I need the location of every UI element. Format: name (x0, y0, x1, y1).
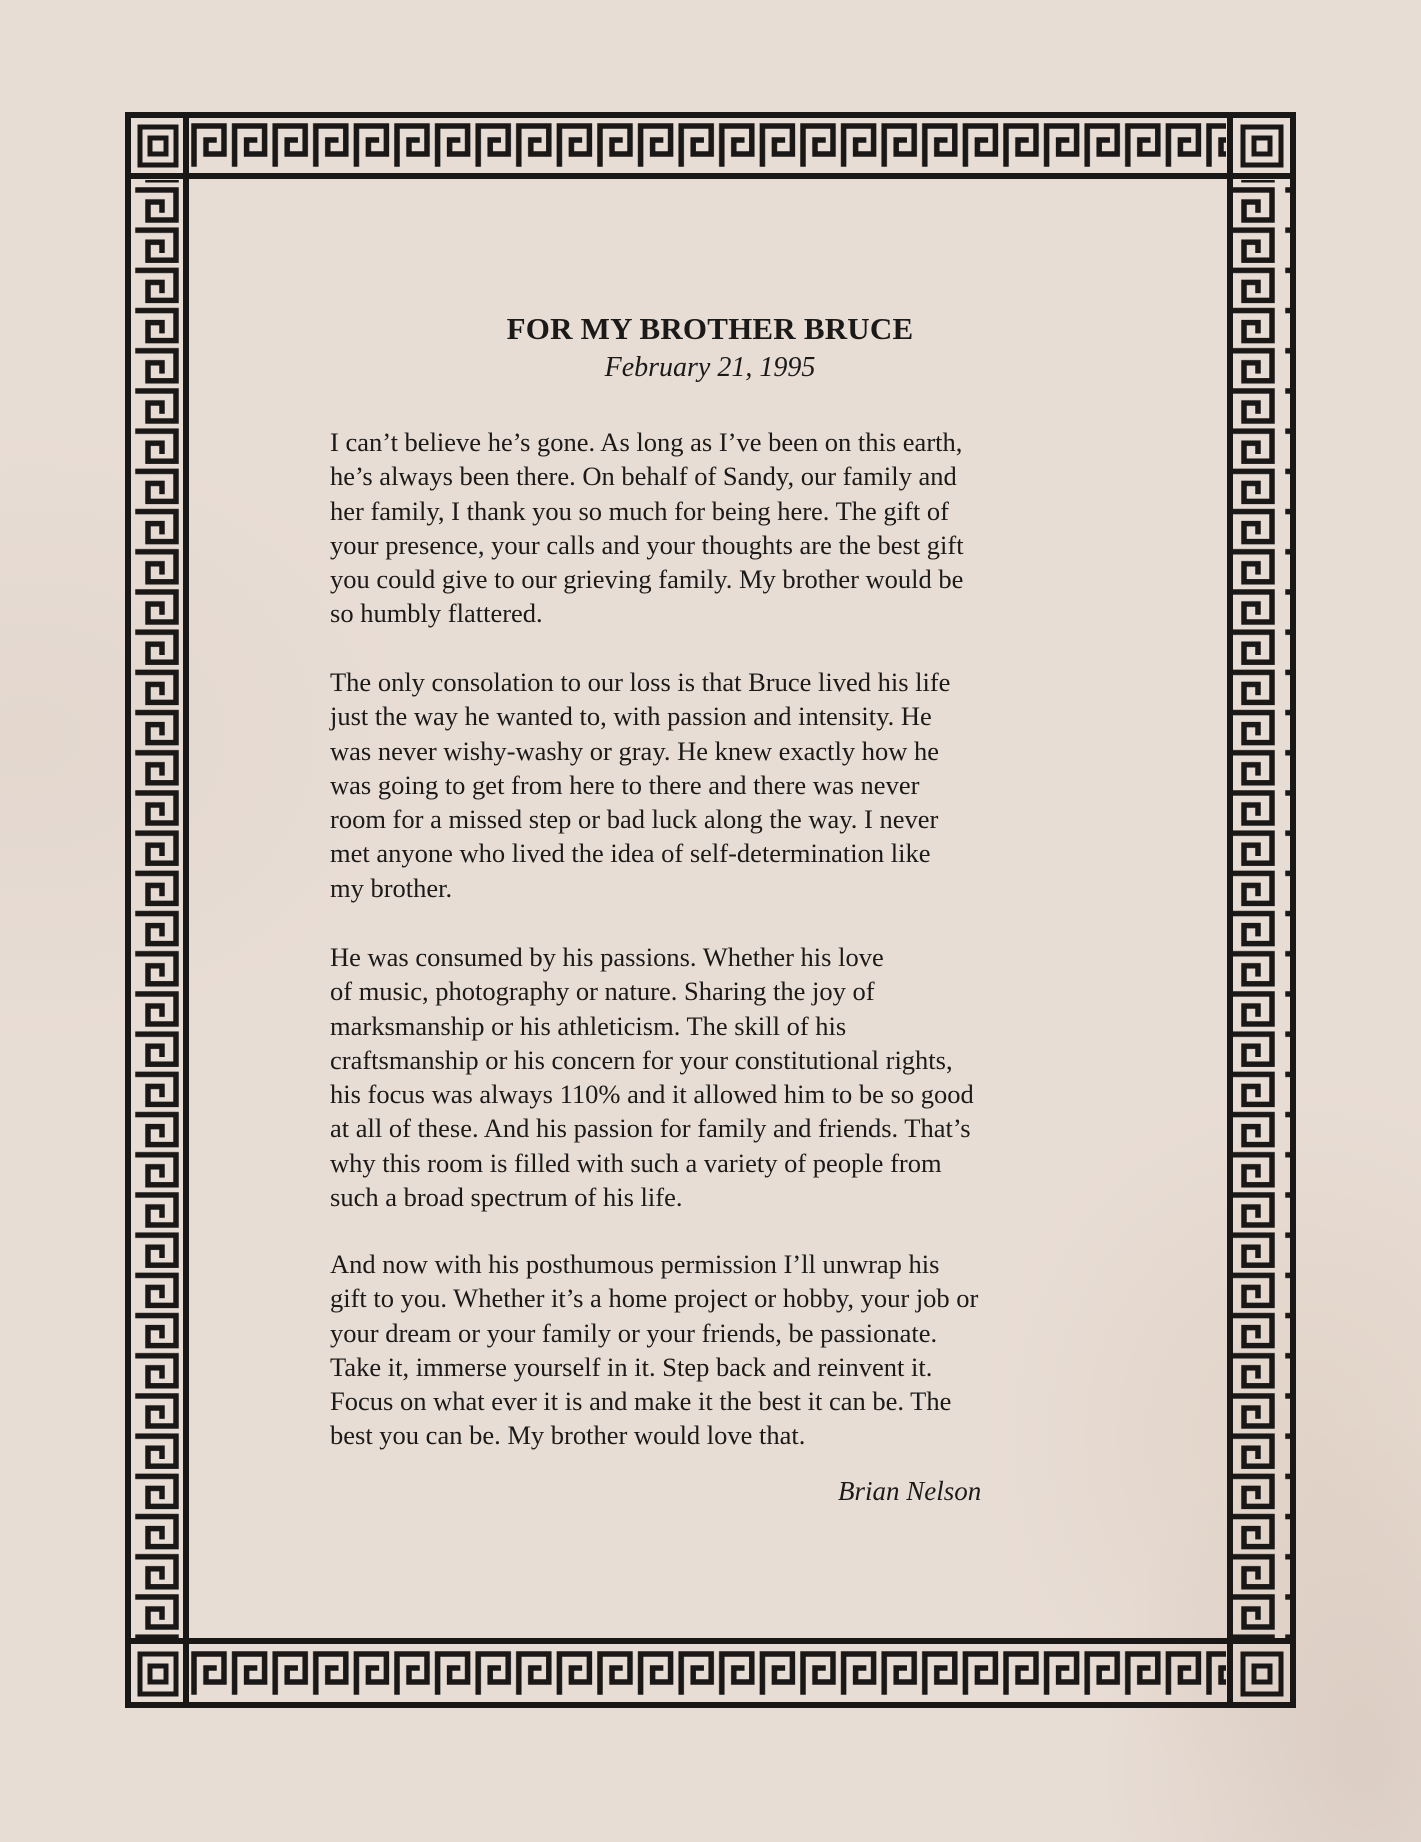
paragraph-line: The only consolation to our loss is that Bruce lived his life (330, 667, 951, 697)
corner-square-tr (1243, 127, 1281, 165)
corner-square-br (1243, 1654, 1281, 1694)
paragraph-line: was never wishy-washy or gray. He knew exactly how he (330, 735, 940, 766)
paragraph-line: your dream or your family or your friends, be passionate. (330, 1317, 938, 1348)
paragraph-4 (330, 1247, 978, 1453)
document-title: FOR MY BROTHER BRUCE (506, 311, 914, 346)
paragraph-line: such a broad spectrum of his life. (330, 1182, 683, 1213)
paragraph-line: of music, photography or nature. Sharing the joy of (330, 976, 875, 1007)
corner-square-tl (140, 127, 176, 165)
paragraph-3 (330, 940, 974, 1214)
paragraph-line: he’s always been there. On behalf of Sandy, our family and (330, 461, 957, 492)
paragraph-line: I can’t believe he’s gone. As long as I’ve been on this earth, (330, 427, 963, 457)
paragraph-line: her family, I thank you so much for being here. The gift of (330, 495, 949, 526)
paragraph-line: Take it, immerse yourself in it. Step back and reinvent it. (330, 1351, 933, 1382)
paragraph-line: at all of these. And his passion for family and friends. That’s (330, 1113, 971, 1144)
paragraph-line: was going to get from here to there and there was never (330, 769, 920, 800)
paragraph-line: Focus on what ever it is and make it the best it can be. The (330, 1386, 952, 1417)
paragraph-line: so humbly flattered. (330, 598, 543, 629)
paragraph-line: And now with his posthumous permission I’ll unwrap his (330, 1249, 940, 1279)
corner-square-bl (140, 1654, 176, 1694)
paragraph-1 (330, 425, 964, 631)
paragraph-line: his focus was always 110% and it allowed him to be so good (330, 1079, 974, 1110)
paragraph-line: craftsmanship or his concern for your constitutional rights, (330, 1044, 953, 1075)
paragraph-line: my brother. (330, 872, 453, 903)
eulogy-content (330, 310, 1090, 1506)
paragraph-line: best you can be. My brother would love that. (330, 1420, 806, 1451)
paragraph-line: room for a missed step or bad luck along the way. I never (330, 804, 939, 835)
signature: Brian Nelson (838, 1476, 982, 1506)
paragraph-line: He was consumed by his passions. Whether his love (330, 942, 884, 972)
paragraph-line: just the way he wanted to, with passion and intensity. He (330, 701, 932, 732)
document-date: February 21, 1995 (604, 352, 816, 383)
paragraph-line: met anyone who lived the idea of self-determination like (330, 838, 931, 869)
paragraph-line: you could give to our grieving family. My brother would be (330, 564, 964, 595)
paragraph-line: your presence, your calls and your thoughts are the best gift (330, 529, 964, 560)
paragraph-line: marksmanship or his athleticism. The skill of his (330, 1010, 847, 1041)
paragraph-line: gift to you. Whether it’s a home project or hobby, your job or (330, 1283, 979, 1314)
paragraph-2 (330, 665, 950, 905)
paragraph-line: why this room is filled with such a variety of people from (330, 1147, 942, 1178)
